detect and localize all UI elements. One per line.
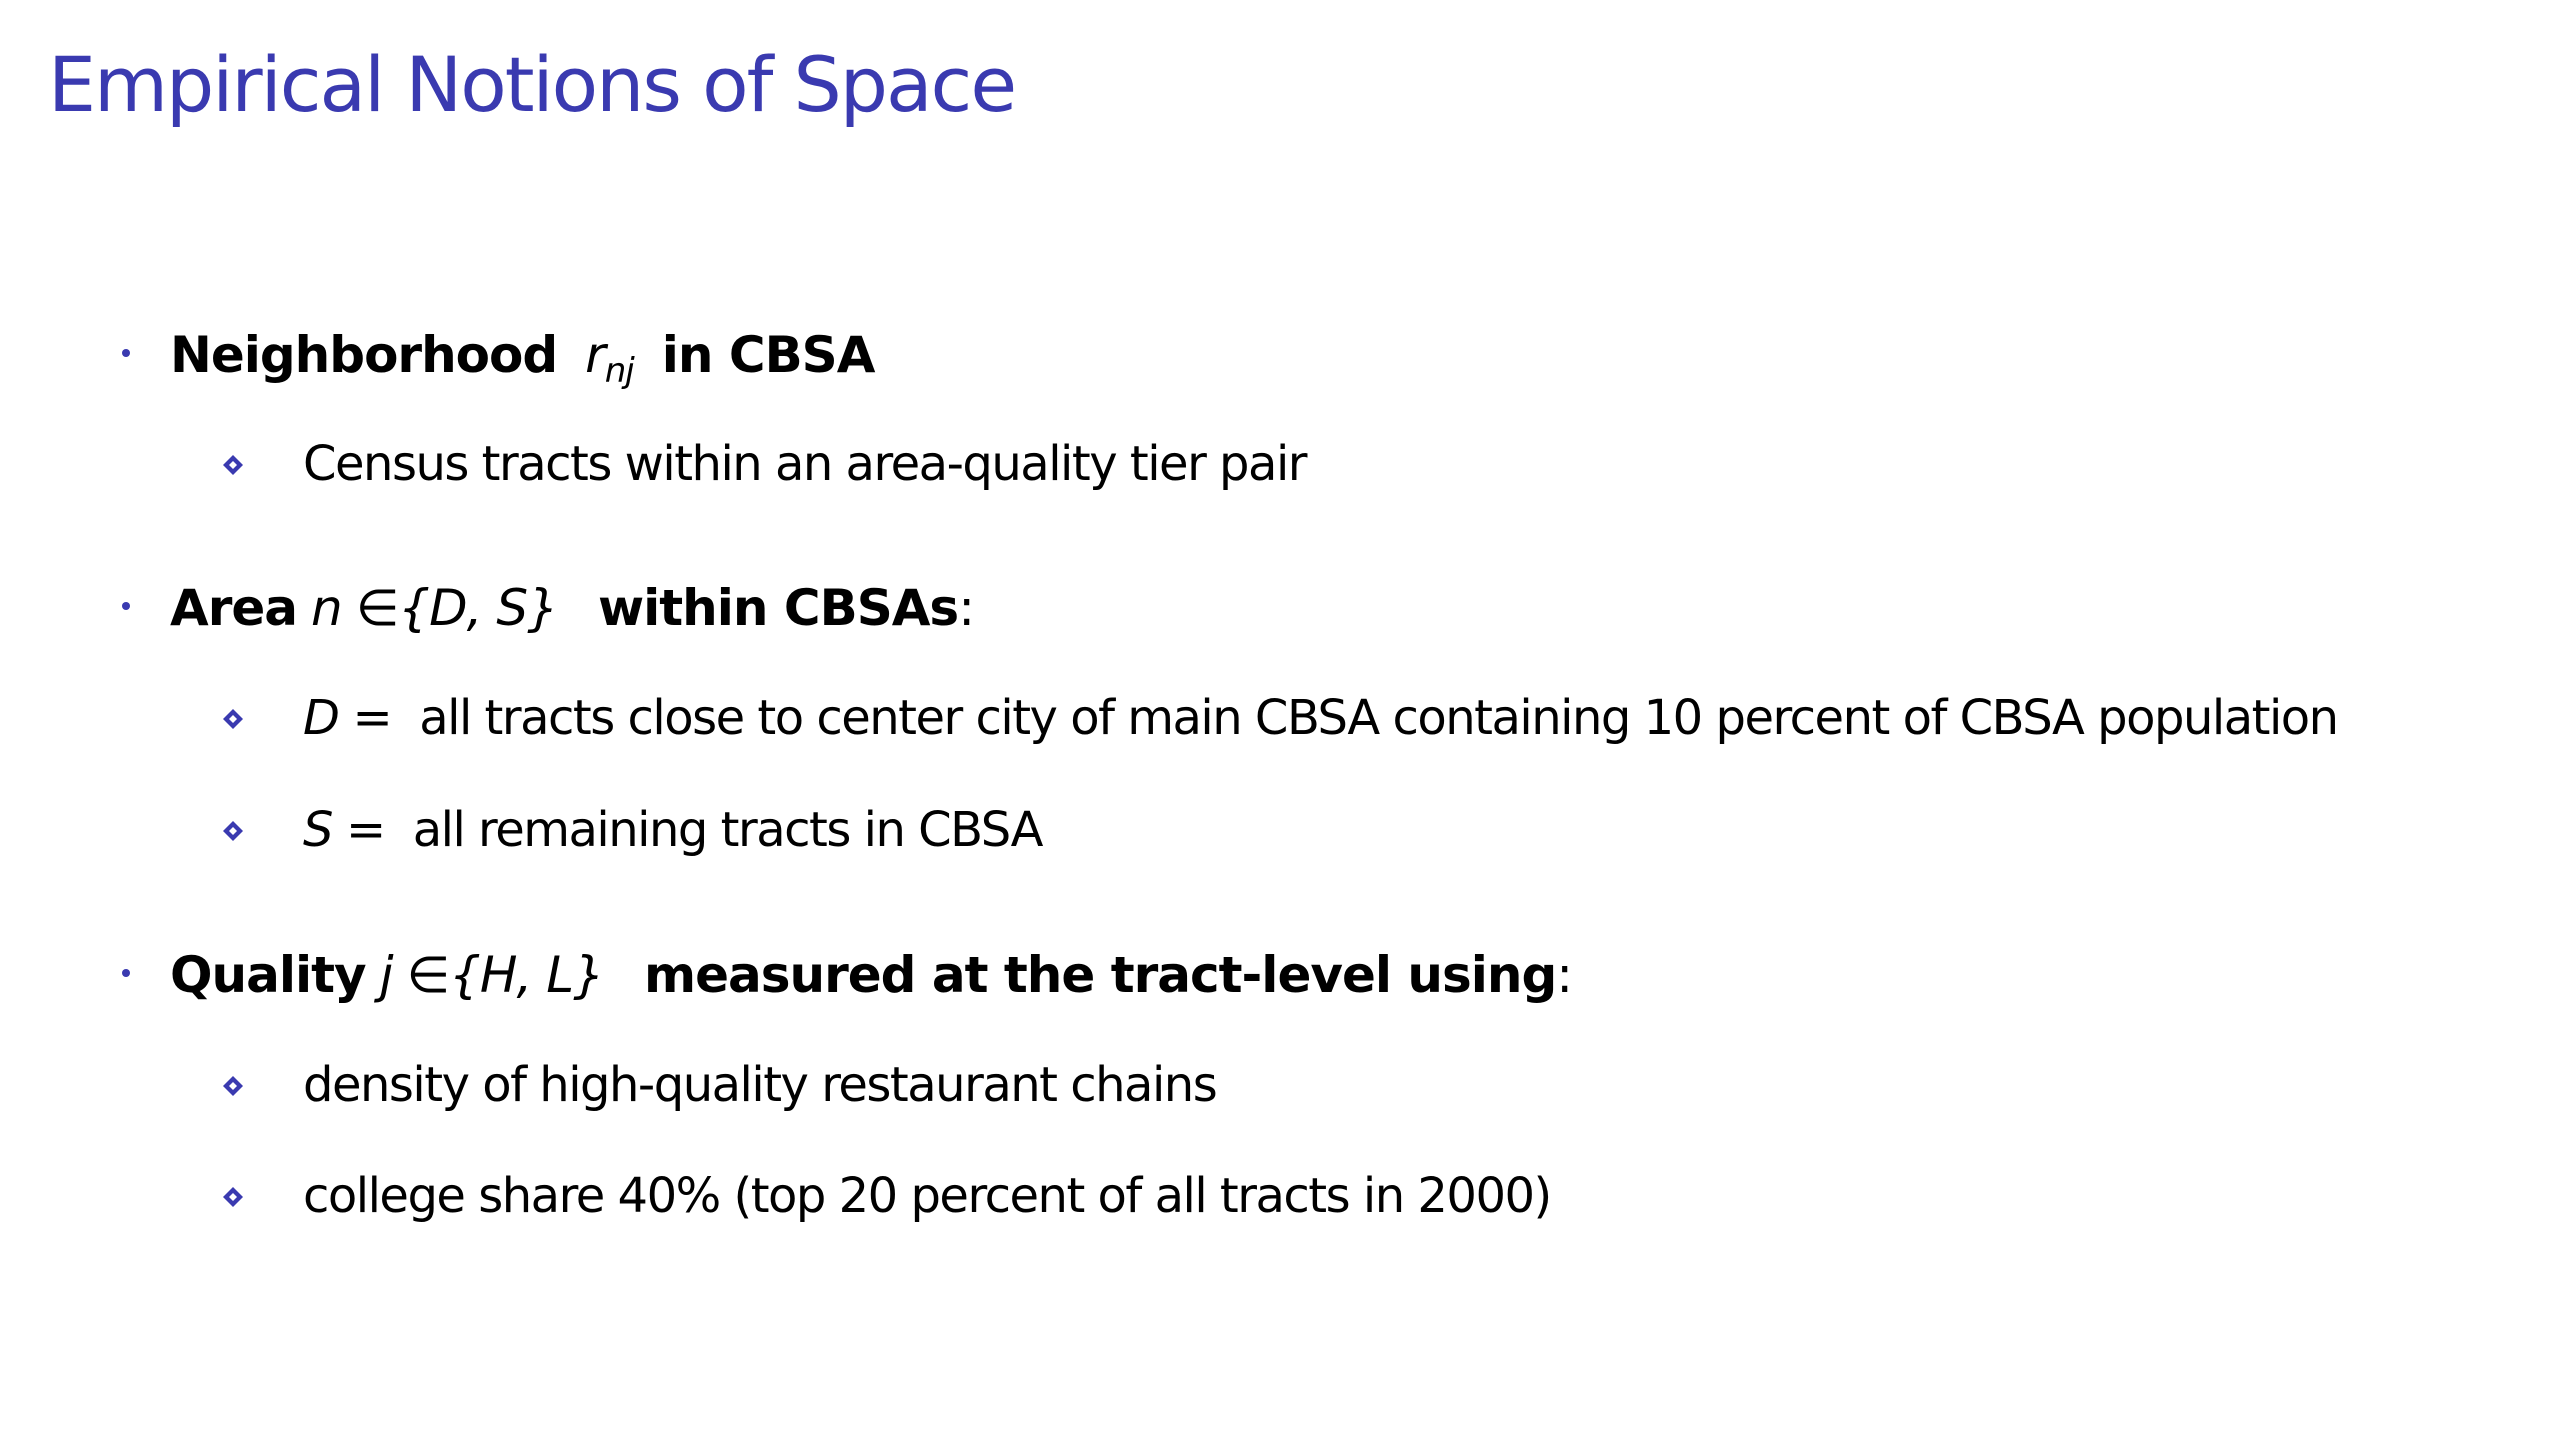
diamond-bullet-icon	[222, 454, 244, 476]
diamond-bullet-icon	[222, 1186, 244, 1208]
subitem-text: density of high-quality restaurant chains	[303, 1057, 1217, 1113]
bullet-text	[170, 326, 875, 391]
math-variable: n	[311, 579, 342, 637]
bullet-text	[170, 579, 975, 637]
bullet-bold-label: measured at the tract-level using	[643, 946, 1557, 1004]
subitem-text	[303, 802, 1042, 858]
bullet-bold-label: Area	[170, 579, 298, 637]
bullet-text	[170, 946, 1573, 1004]
subitem-text: Census tracts within an area-quality tier pair	[303, 436, 1307, 492]
colon: :	[958, 579, 975, 637]
small-dot-bullet-icon	[122, 349, 130, 357]
diamond-bullet-icon	[222, 820, 244, 842]
definition-text: all tracts close to center city of main CBSA containing 10 percent of CBSA population	[419, 690, 2338, 746]
element-of-symbol: ∈	[406, 946, 450, 1004]
colon: :	[1556, 946, 1573, 1004]
math-variable: j	[379, 946, 393, 1004]
math-variable: r	[585, 326, 605, 384]
slide-title: Empirical Notions of Space	[48, 40, 1016, 129]
bullet-bold-label: in CBSA	[661, 326, 875, 384]
diamond-bullet-icon	[222, 1075, 244, 1097]
math-variable: S	[303, 802, 332, 858]
equals-symbol: =	[345, 802, 385, 858]
small-dot-bullet-icon	[122, 969, 130, 977]
equals-symbol: =	[352, 690, 392, 746]
element-of-symbol: ∈	[355, 579, 399, 637]
definition-text: all remaining tracts in CBSA	[412, 802, 1042, 858]
small-dot-bullet-icon	[122, 602, 130, 610]
math-variable: D	[303, 690, 339, 746]
math-set: {H, L}	[449, 946, 604, 1004]
subitem-text	[303, 690, 2338, 746]
math-set: {D, S}	[398, 579, 558, 637]
diamond-bullet-icon	[222, 708, 244, 730]
bullet-bold-label: within CBSAs	[597, 579, 959, 637]
bullet-bold-label: Quality	[170, 946, 366, 1004]
bullet-bold-label: Neighborhood	[170, 326, 558, 384]
subitem-text: college share 40% (top 20 percent of all tracts in 2000)	[303, 1168, 1551, 1224]
math-subscript: nj	[604, 351, 634, 391]
